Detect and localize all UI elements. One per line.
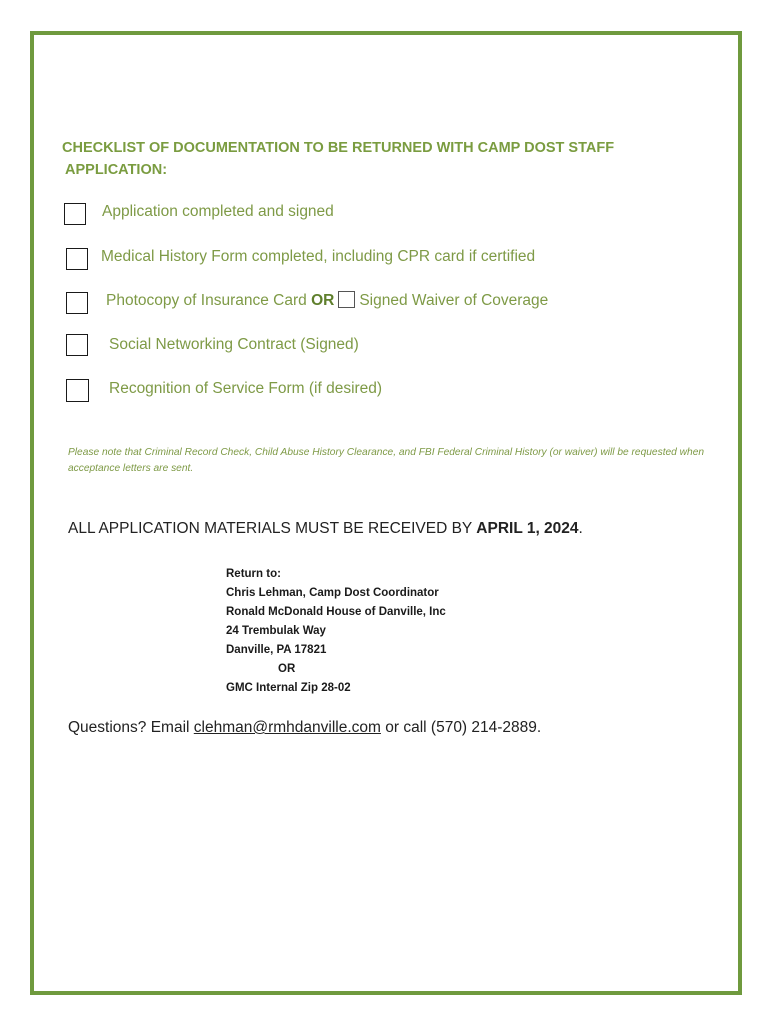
checklist-item-insurance	[64, 290, 88, 316]
internal-zip: GMC Internal Zip 28-02	[226, 682, 351, 694]
checklist-item-social	[64, 332, 88, 358]
questions-line	[68, 719, 541, 737]
clearance-note: Please note that Criminal Record Check, Child Abuse History Clearance, and FBI Federal Criminal History (or waiver) will be requested when acceptance letters are sent.	[68, 447, 705, 474]
checkbox-recognition[interactable]	[66, 379, 89, 402]
address-or: OR	[278, 663, 296, 675]
deadline-date: APRIL 1, 2024	[476, 520, 579, 537]
heading-line-1: CHECKLIST OF DOCUMENTATION TO BE RETURNED WITH CAMP DOST STAFF	[62, 140, 615, 156]
deadline-suffix: .	[578, 520, 583, 537]
return-address	[226, 565, 446, 698]
heading-line-2: APPLICATION:	[65, 162, 168, 178]
checklist-heading	[62, 137, 662, 181]
questions-suffix: or call (570) 214-2889.	[380, 719, 542, 736]
or-text: OR	[311, 292, 335, 309]
questions-prefix: Questions? Email	[68, 719, 194, 736]
city-state-zip: Danville, PA 17821	[226, 644, 327, 656]
checklist-label-application: Application completed and signed	[102, 203, 334, 220]
contact-name: Chris Lehman, Camp Dost Coordinator	[226, 587, 439, 599]
waiver-text: Signed Waiver of Coverage	[359, 292, 549, 309]
checkbox-insurance[interactable]	[66, 292, 88, 314]
street-address: 24 Trembulak Way	[226, 625, 326, 637]
checklist-item-recognition	[64, 377, 89, 403]
checkbox-application[interactable]	[64, 203, 86, 225]
checklist-item-application	[64, 201, 86, 227]
checklist-label-social: Social Networking Contract (Signed)	[109, 336, 359, 353]
organization-name: Ronald McDonald House of Danville, Inc	[226, 606, 446, 618]
return-to-label: Return to:	[226, 568, 281, 580]
deadline-statement	[68, 520, 583, 538]
checkbox-waiver[interactable]	[338, 291, 355, 308]
checklist-label-insurance	[106, 291, 548, 310]
checkbox-medical[interactable]	[66, 248, 88, 270]
checkbox-social[interactable]	[66, 334, 88, 356]
checklist-label-medical: Medical History Form completed, including CPR card if certified	[101, 248, 536, 265]
checklist-item-medical	[64, 246, 88, 272]
deadline-prefix: ALL APPLICATION MATERIALS MUST BE RECEIVED BY	[68, 520, 477, 537]
checklist-label-recognition: Recognition of Service Form (if desired)	[109, 380, 383, 397]
email-link[interactable]: clehman@rmhdanville.com	[193, 719, 381, 736]
insurance-card-text: Photocopy of Insurance Card	[106, 292, 307, 309]
